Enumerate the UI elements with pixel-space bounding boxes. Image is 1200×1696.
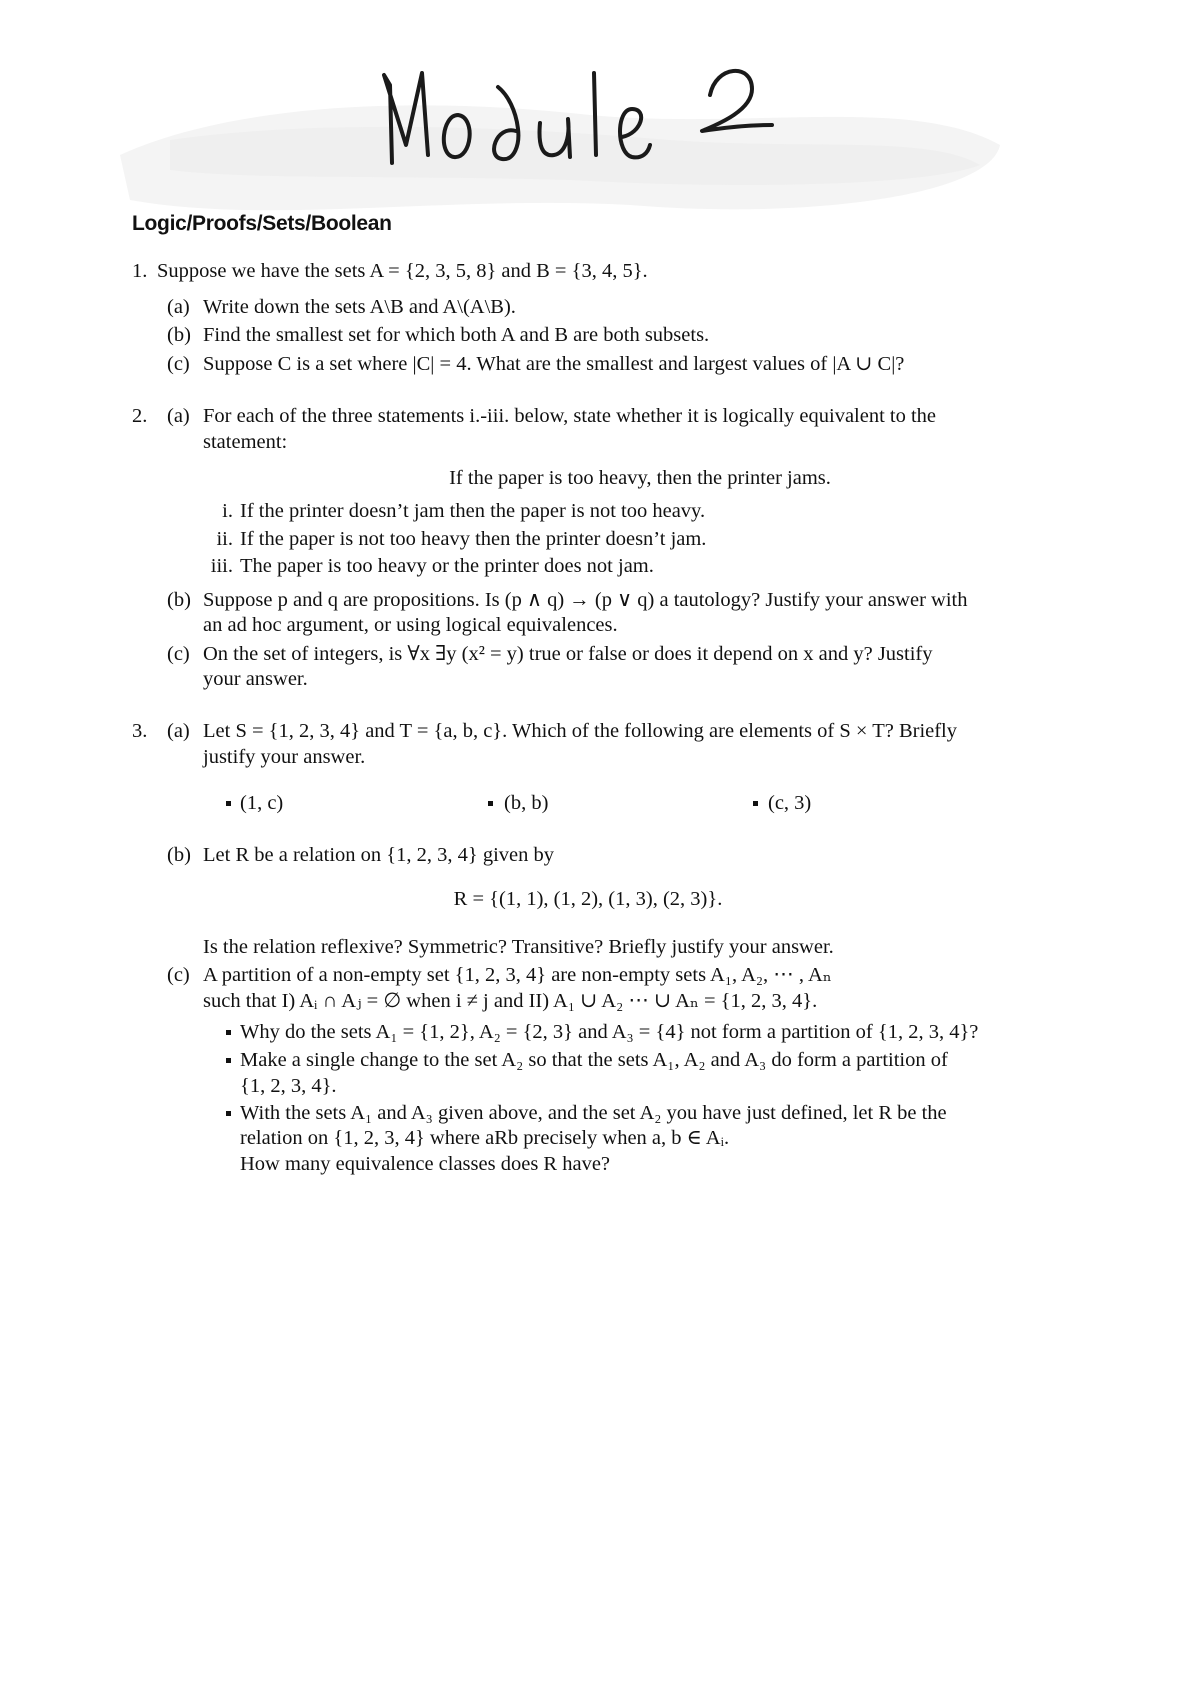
q2-a-iii-label: iii. [210,555,233,577]
q3-b-relation: R = {(1, 1), (1, 2), (1, 3), (2, 3)}. [453,888,723,910]
q1-number: 1. [132,260,148,282]
q2-c-line1: On the set of integers, is ∀x ∃y (x² = y) true or false or does it depend on x and y? Justify [203,643,933,665]
q3-b-line1: Let R be a relation on {1, 2, 3, 4} given by [203,844,555,866]
q3-a-option-3: (c, 3) [768,792,812,814]
q2-b-line2: an ad hoc argument, or using logical equivalences. [203,614,618,636]
q3-c-bullet2-line1: Make a single change to the set A₂ so that the sets A₁, A₂ and A₃ do form a partition of [240,1049,948,1071]
q2-a-statement: If the paper is too heavy, then the printer jams. [449,467,831,489]
q3-c-bullet3-line3: How many equivalence classes does R have? [240,1153,611,1175]
q1-a-label: (a) [167,296,190,318]
q2-a-label: (a) [167,405,190,427]
option-bullet [753,801,758,806]
q1-text: Suppose we have the sets A = {2, 3, 5, 8} and B = {3, 4, 5}. [157,260,648,282]
q2-a-ii-text: If the paper is not too heavy then the printer doesn’t jam. [240,528,707,550]
q1-c-label: (c) [167,353,190,375]
option-bullet [226,801,231,806]
q3-b-label: (b) [167,844,191,866]
q3-c-line1: A partition of a non-empty set {1, 2, 3, 4} are non-empty sets A₁, A₂, ⋯ , Aₙ [203,964,832,986]
q3-c-bullet1-line1: Why do the sets A₁ = {1, 2}, A₂ = {2, 3} and A₃ = {4} not form a partition of {1, 2, 3, 4}? [240,1021,979,1043]
q3-a-line2: justify your answer. [203,746,366,768]
q2-b-line1: Suppose p and q are propositions. Is (p ∧ q) → (p ∨ q) a tautology? Justify your answer with [203,589,968,611]
q2-c-line2: your answer. [203,668,308,690]
q2-a-line1: For each of the three statements i.-iii. below, state whether it is logically equivalent to the [203,405,937,427]
q3-a-option-2: (b, b) [504,792,549,814]
q1-b-text: Find the smallest set for which both A and B are both subsets. [203,324,710,346]
section-title: Logic/Proofs/Sets/Boolean [132,212,392,235]
q3-c-line2: such that I) Aᵢ ∩ Aⱼ = ∅ when i ≠ j and II) A₁ ∪ A₂ ⋯ ∪ Aₙ = {1, 2, 3, 4}. [203,990,818,1012]
q2-a-ii-label: ii. [216,528,233,550]
q3-b-question: Is the relation reflexive? Symmetric? Transitive? Briefly justify your answer. [203,936,834,958]
q3-c-bullet3-line2: relation on {1, 2, 3, 4} where aRb precisely when a, b ∈ Aᵢ. [240,1127,730,1149]
q1-b-label: (b) [167,324,191,346]
list-bullet [226,1111,231,1116]
q2-c-label: (c) [167,643,190,665]
q2-b-label: (b) [167,589,191,611]
q1-a-text: Write down the sets A\B and A\(A\B). [203,296,516,318]
q3-c-bullet2-line2: {1, 2, 3, 4}. [240,1075,337,1097]
q3-number: 3. [132,720,148,742]
list-bullet [226,1058,231,1063]
q2-a-i-label: i. [222,500,233,522]
q3-a-line1: Let S = {1, 2, 3, 4} and T = {a, b, c}. Which of the following are elements of S × T? Briefly [203,720,958,742]
q3-a-label: (a) [167,720,190,742]
q2-a-iii-text: The paper is too heavy or the printer does not jam. [240,555,654,577]
q2-a-line2: statement: [203,431,288,453]
q3-c-bullet3-line1: With the sets A₁ and A₃ given above, and the set A₂ you have just defined, let R be the [240,1102,947,1124]
option-bullet [488,801,493,806]
q2-number: 2. [132,405,148,427]
q3-a-option-1: (1, c) [240,792,284,814]
list-bullet [226,1030,231,1035]
q1-c-text: Suppose C is a set where |C| = 4. What are the smallest and largest values of |A ∪ C|? [203,353,905,375]
handwritten-title [380,45,850,185]
q2-a-i-text: If the printer doesn’t jam then the paper is not too heavy. [240,500,706,522]
q3-c-label: (c) [167,964,190,986]
